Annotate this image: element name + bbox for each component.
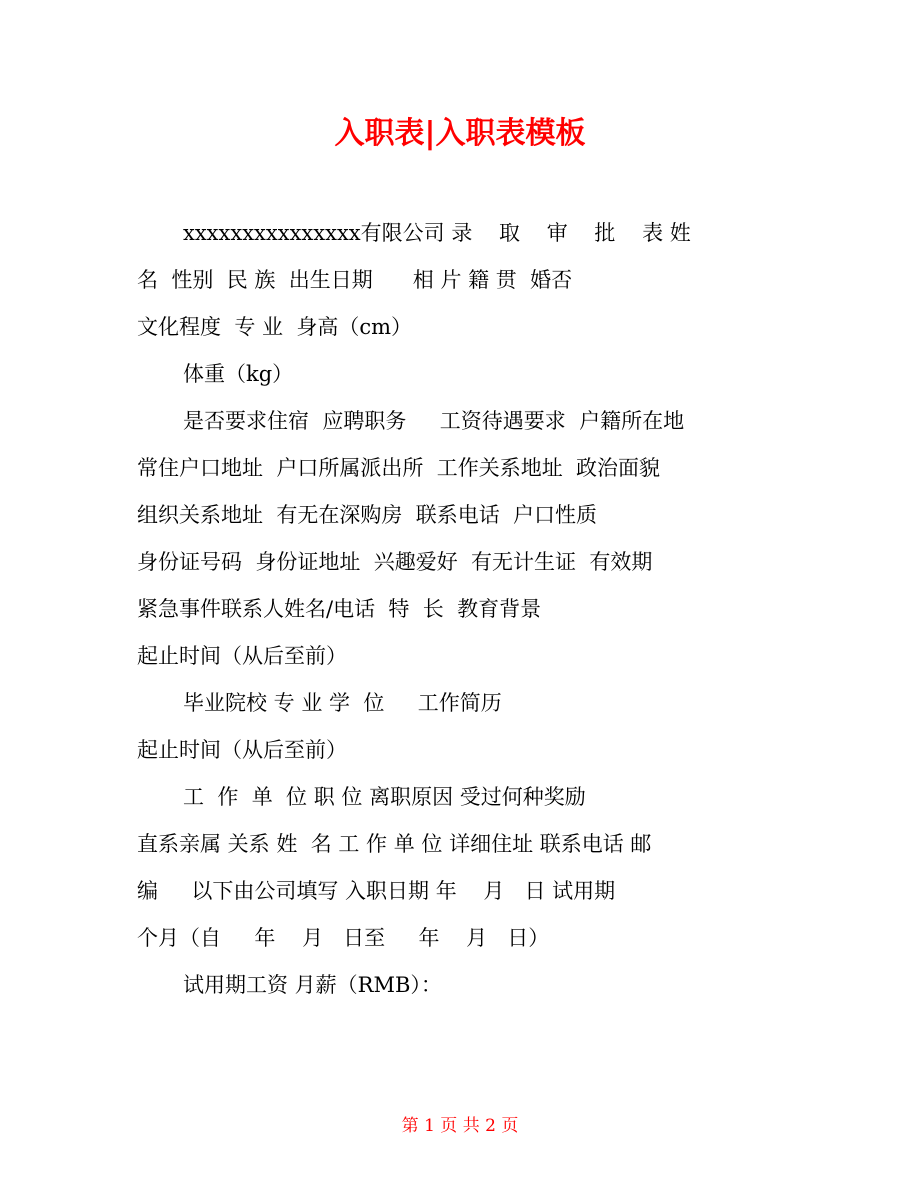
form-line-organization: 组织关系地址 有无在深购房 联系电话 户口性质	[137, 503, 598, 527]
form-line-education-height: 文化程度 专 业 身高（cm）	[137, 315, 413, 339]
page-number-footer: 第 1 页 共 2 页	[401, 1116, 519, 1136]
form-line-company-fill: 编 以下由公司填写 入职日期 年 月 日 试用期	[137, 879, 616, 903]
form-line-probation-dates: 个月（自 年 月 日至 年 月 日）	[137, 926, 550, 950]
document-body	[137, 210, 787, 1009]
form-line-education-period: 起止时间（从后至前）	[137, 644, 347, 668]
form-line-family: 直系亲属 关系 姓 名 工 作 单 位 详细住址 联系电话 邮	[137, 832, 652, 856]
form-line-work-period: 起止时间（从后至前）	[137, 738, 347, 762]
form-line-personal-basics: 名 性别 民 族 出生日期 相 片 籍 贯 婚否	[137, 268, 573, 292]
form-line-probation-salary: 试用期工资 月薪（RMB）：	[183, 973, 442, 997]
form-line-id-card: 身份证号码 身份证地址 兴趣爱好 有无计生证 有效期	[137, 550, 653, 574]
form-line-housing-position: 是否要求住宿 应聘职务 工资待遇要求 户籍所在地	[183, 409, 685, 433]
form-line-school: 毕业院校 专 业 学 位 工作简历	[183, 691, 502, 715]
form-line-residence: 常住户口地址 户口所属派出所 工作关系地址 政治面貌	[137, 456, 661, 480]
form-line-weight: 体重（kg）	[183, 362, 294, 386]
form-line-company-header: xxxxxxxxxxxxxxx有限公司 录 取 审 批 表 姓	[183, 221, 691, 245]
document-title: 入职表|入职表模板	[334, 116, 586, 151]
form-line-emergency-contact: 紧急事件联系人姓名/电话 特 长 教育背景	[137, 597, 542, 621]
form-line-work-history: 工 作 单 位 职 位 离职原因 受过何种奖励	[183, 785, 586, 809]
